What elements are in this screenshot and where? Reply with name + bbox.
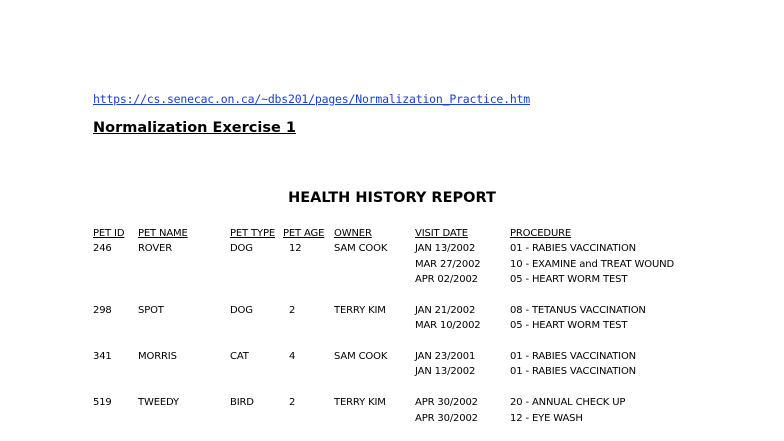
pet-owner: SAM COOK	[334, 351, 388, 362]
visit-date: JAN 13/2002	[415, 243, 476, 254]
pet-name: ROVER	[138, 243, 173, 254]
procedure: 12 - EYE WASH	[510, 413, 583, 424]
header-visit-date: VISIT DATE	[415, 228, 468, 239]
pet-owner: TERRY KIM	[334, 397, 386, 408]
pet-name: SPOT	[138, 305, 164, 316]
visit-date: MAR 10/2002	[415, 320, 481, 331]
header-pet-age: PET AGE	[283, 228, 325, 239]
procedure: 20 - ANNUAL CHECK UP	[510, 397, 626, 408]
procedure: 05 - HEART WORM TEST	[510, 320, 628, 331]
header-pet-name: PET NAME	[138, 228, 188, 239]
pet-type: BIRD	[230, 397, 254, 408]
pet-id: 298	[93, 305, 112, 316]
visit-date: JAN 23/2001	[415, 351, 476, 362]
pet-id: 341	[93, 351, 112, 362]
pet-age: 4	[289, 351, 296, 362]
pet-name: TWEEDY	[138, 397, 179, 408]
pet-age: 2	[289, 397, 296, 408]
procedure: 08 - TETANUS VACCINATION	[510, 305, 646, 316]
visit-date: JAN 13/2002	[415, 366, 476, 377]
exercise-title: Normalization Exercise 1	[93, 120, 296, 136]
procedure: 01 - RABIES VACCINATION	[510, 366, 637, 377]
header-pet-id: PET ID	[93, 228, 125, 239]
procedure: 10 - EXAMINE and TREAT WOUND	[510, 259, 675, 270]
pet-owner: SAM COOK	[334, 243, 388, 254]
pet-age: 12	[289, 243, 302, 254]
pet-type: DOG	[230, 243, 253, 254]
pet-id: 246	[93, 243, 112, 254]
header-procedure: PROCEDURE	[510, 228, 572, 239]
header-pet-type: PET TYPE	[230, 228, 276, 239]
header-owner: OWNER	[334, 228, 372, 239]
visit-date: APR 30/2002	[415, 413, 478, 424]
visit-date: APR 02/2002	[415, 274, 478, 285]
visit-date: MAR 27/2002	[415, 259, 481, 270]
visit-date: JAN 21/2002	[415, 305, 476, 316]
visit-date: APR 30/2002	[415, 397, 478, 408]
source-url-link[interactable]: https://cs.senecac.on.ca/~dbs201/pages/Normalization_Practice.htm	[93, 92, 531, 106]
pet-name: MORRIS	[138, 351, 177, 362]
pet-id: 519	[93, 397, 112, 408]
procedure: 01 - RABIES VACCINATION	[510, 351, 637, 362]
pet-age: 2	[289, 305, 296, 316]
report-title-text: HEALTH HISTORY REPORT	[288, 190, 496, 206]
pet-type: CAT	[230, 351, 249, 362]
procedure: 05 - HEART WORM TEST	[510, 274, 628, 285]
procedure: 01 - RABIES VACCINATION	[510, 243, 637, 254]
pet-owner: TERRY KIM	[334, 305, 386, 316]
pet-type: DOG	[230, 305, 253, 316]
